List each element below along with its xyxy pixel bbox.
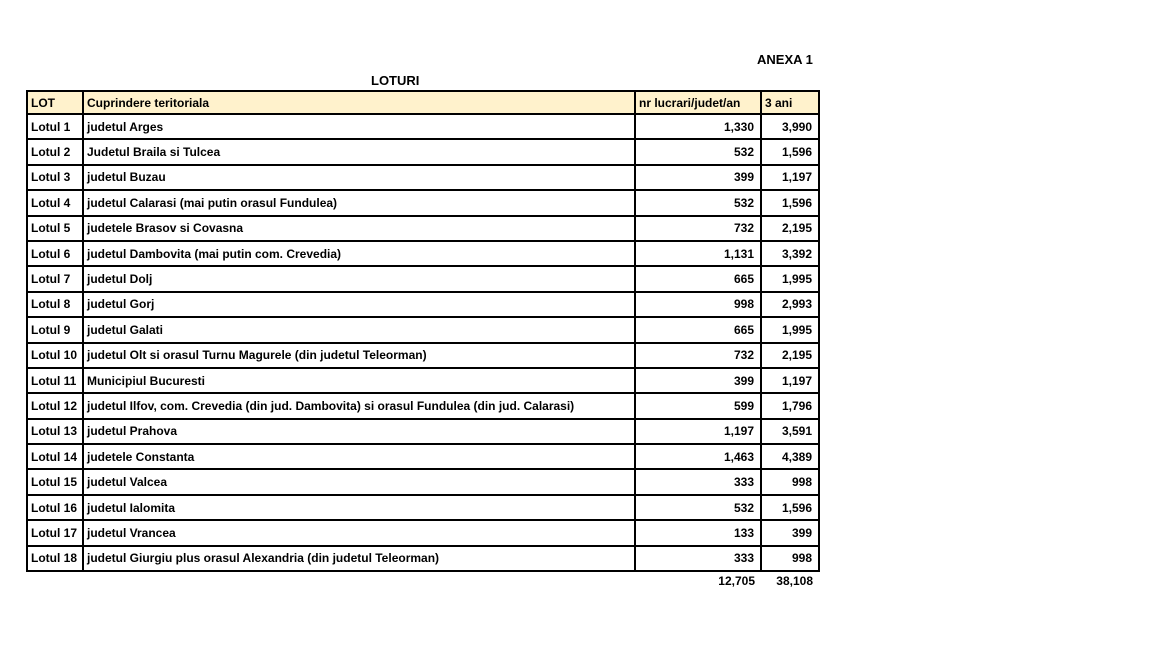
lot-cell: Lotul 15 — [27, 469, 83, 494]
three-years-cell: 2,993 — [761, 292, 819, 317]
totals-spacer — [83, 571, 635, 590]
works-per-year-cell: 1,463 — [635, 444, 761, 469]
works-per-year-cell: 532 — [635, 495, 761, 520]
coverage-cell: judetul Ilfov, com. Crevedia (din jud. Dambovita) si orasul Fundulea (din jud. Calarasi) — [83, 393, 635, 418]
table-row — [27, 241, 819, 266]
three-years-cell: 2,195 — [761, 216, 819, 241]
column-header-works-per-year: nr lucrari/judet/an — [635, 91, 761, 114]
three-years-cell: 1,596 — [761, 495, 819, 520]
three-years-cell: 1,796 — [761, 393, 819, 418]
lot-cell: Lotul 18 — [27, 546, 83, 571]
coverage-cell: judetul Calarasi (mai putin orasul Fundulea) — [83, 190, 635, 215]
table-row — [27, 520, 819, 545]
totals-spacer — [27, 571, 83, 590]
lot-cell: Lotul 3 — [27, 165, 83, 190]
three-years-cell: 4,389 — [761, 444, 819, 469]
lot-cell: Lotul 10 — [27, 343, 83, 368]
column-header-lot: LOT — [27, 91, 83, 114]
table-header-row — [27, 91, 819, 114]
total-works-per-year: 12,705 — [718, 574, 755, 589]
coverage-cell: judetul Vrancea — [83, 520, 635, 545]
lot-cell: Lotul 14 — [27, 444, 83, 469]
three-years-cell: 399 — [761, 520, 819, 545]
totals-row — [27, 571, 819, 590]
table-title: LOTURI — [371, 73, 420, 88]
lot-cell: Lotul 8 — [27, 292, 83, 317]
coverage-cell: judetul Dolj — [83, 266, 635, 291]
three-years-cell: 1,197 — [761, 368, 819, 393]
table-row — [27, 317, 819, 342]
three-years-cell: 1,596 — [761, 139, 819, 164]
table-row — [27, 266, 819, 291]
works-per-year-cell: 333 — [635, 546, 761, 571]
table-row — [27, 139, 819, 164]
three-years-cell: 1,596 — [761, 190, 819, 215]
column-header-3-years: 3 ani — [761, 91, 819, 114]
three-years-cell: 1,995 — [761, 317, 819, 342]
table-row — [27, 114, 819, 139]
coverage-cell: judetele Constanta — [83, 444, 635, 469]
coverage-cell: judetul Arges — [83, 114, 635, 139]
works-per-year-cell: 1,197 — [635, 419, 761, 444]
table-row — [27, 469, 819, 494]
works-per-year-cell: 732 — [635, 216, 761, 241]
lot-cell: Lotul 11 — [27, 368, 83, 393]
coverage-cell: judetele Brasov si Covasna — [83, 216, 635, 241]
works-per-year-cell: 665 — [635, 317, 761, 342]
coverage-cell: judetul Gorj — [83, 292, 635, 317]
works-per-year-cell: 532 — [635, 190, 761, 215]
annex-label: ANEXA 1 — [757, 52, 813, 67]
table-row — [27, 216, 819, 241]
table-row — [27, 419, 819, 444]
table-row — [27, 190, 819, 215]
works-per-year-cell: 133 — [635, 520, 761, 545]
lots-table — [26, 90, 820, 590]
works-per-year-cell: 1,330 — [635, 114, 761, 139]
lot-cell: Lotul 7 — [27, 266, 83, 291]
lot-cell: Lotul 17 — [27, 520, 83, 545]
coverage-cell: Municipiul Bucuresti — [83, 368, 635, 393]
table-row — [27, 444, 819, 469]
works-per-year-cell: 399 — [635, 165, 761, 190]
coverage-cell: judetul Olt si orasul Turnu Magurele (din judetul Teleorman) — [83, 343, 635, 368]
three-years-cell: 998 — [761, 546, 819, 571]
three-years-cell: 998 — [761, 469, 819, 494]
table-row — [27, 393, 819, 418]
lot-cell: Lotul 16 — [27, 495, 83, 520]
lot-cell: Lotul 5 — [27, 216, 83, 241]
table-row — [27, 292, 819, 317]
coverage-cell: judetul Giurgiu plus orasul Alexandria (din judetul Teleorman) — [83, 546, 635, 571]
three-years-cell: 2,195 — [761, 343, 819, 368]
works-per-year-cell: 532 — [635, 139, 761, 164]
table-row — [27, 368, 819, 393]
three-years-cell: 3,591 — [761, 419, 819, 444]
column-header-coverage: Cuprindere teritoriala — [83, 91, 635, 114]
three-years-cell: 1,197 — [761, 165, 819, 190]
lot-cell: Lotul 13 — [27, 419, 83, 444]
coverage-cell: judetul Ialomita — [83, 495, 635, 520]
works-per-year-cell: 399 — [635, 368, 761, 393]
coverage-cell: Judetul Braila si Tulcea — [83, 139, 635, 164]
lot-cell: Lotul 4 — [27, 190, 83, 215]
lot-cell: Lotul 1 — [27, 114, 83, 139]
lot-cell: Lotul 2 — [27, 139, 83, 164]
lot-cell: Lotul 9 — [27, 317, 83, 342]
lot-cell: Lotul 6 — [27, 241, 83, 266]
table-row — [27, 546, 819, 571]
works-per-year-cell: 1,131 — [635, 241, 761, 266]
works-per-year-cell: 333 — [635, 469, 761, 494]
works-per-year-cell: 998 — [635, 292, 761, 317]
works-per-year-cell: 599 — [635, 393, 761, 418]
three-years-cell: 3,392 — [761, 241, 819, 266]
coverage-cell: judetul Valcea — [83, 469, 635, 494]
three-years-cell: 3,990 — [761, 114, 819, 139]
total-3-years: 38,108 — [776, 574, 813, 589]
works-per-year-cell: 665 — [635, 266, 761, 291]
coverage-cell: judetul Galati — [83, 317, 635, 342]
lot-cell: Lotul 12 — [27, 393, 83, 418]
three-years-cell: 1,995 — [761, 266, 819, 291]
table-row — [27, 495, 819, 520]
table-row — [27, 165, 819, 190]
table-row — [27, 343, 819, 368]
coverage-cell: judetul Prahova — [83, 419, 635, 444]
coverage-cell: judetul Buzau — [83, 165, 635, 190]
coverage-cell: judetul Dambovita (mai putin com. Crevedia) — [83, 241, 635, 266]
works-per-year-cell: 732 — [635, 343, 761, 368]
